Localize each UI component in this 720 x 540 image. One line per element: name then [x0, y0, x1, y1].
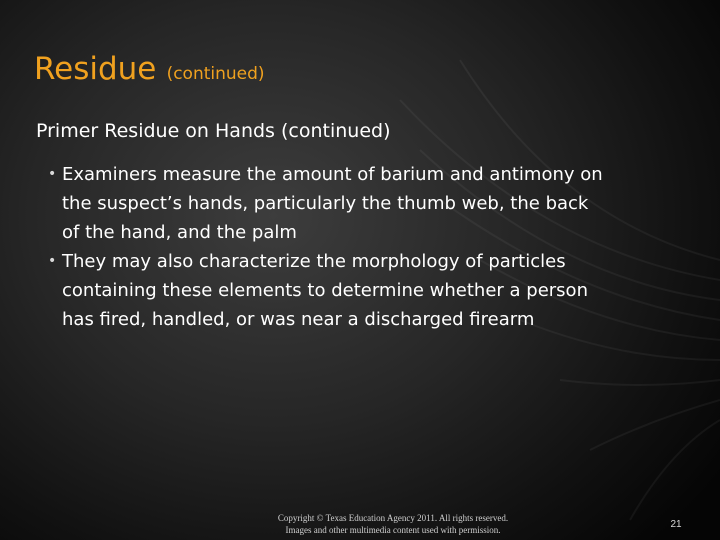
- permission-line: Images and other multimedia content used with permission.: [285, 525, 501, 535]
- bullet-text: Examiners measure the amount of barium and antimony on the suspect’s hands, particularly the thumb web, the back of the hand, and the palm: [62, 164, 603, 243]
- copyright-line: Copyright © Texas Education Agency 2011. All rights reserved.: [277, 513, 509, 523]
- bullet-icon: •: [48, 253, 57, 269]
- bullet-icon: •: [48, 166, 57, 182]
- bullet-item: [48, 247, 608, 334]
- page-number: 21: [670, 519, 682, 530]
- title-main: Residue: [34, 51, 157, 87]
- copyright-footer: [248, 512, 538, 536]
- bullet-item: [48, 160, 608, 247]
- bullet-list: [48, 160, 608, 334]
- slide-title: [34, 52, 265, 85]
- bullet-text: They may also characterize the morphology of particles containing these elements to determine whether a person has fired, handled, or was near a discharged firearm: [62, 251, 588, 330]
- subheading: Primer Residue on Hands (continued): [36, 120, 391, 142]
- title-sub: (continued): [166, 64, 265, 84]
